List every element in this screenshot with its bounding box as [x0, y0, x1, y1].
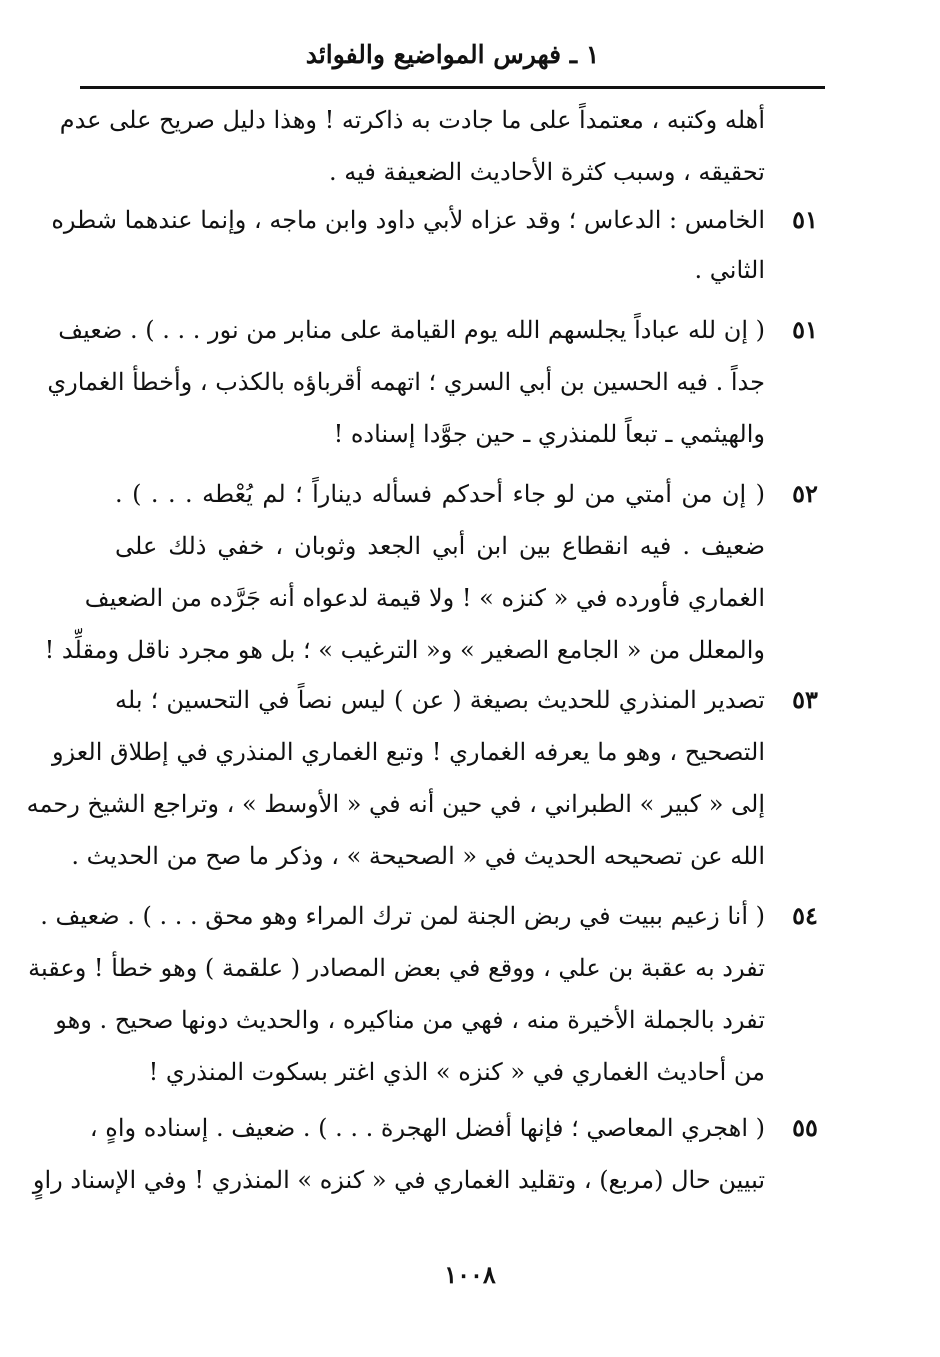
line-text: الله عن تصحيحه الحديث في « الصحيحة » ، وذكر ما صح من الحديث .	[71, 842, 765, 870]
line-text: الثاني .	[694, 256, 765, 284]
text-line	[0, 896, 940, 936]
line-text: جداً . فيه الحسين بن أبي السري ؛ اتهمه أقرباؤه بالكذب ، وأخطأ الغماري	[47, 368, 765, 396]
page-number: ١٠٠٨	[444, 1260, 496, 1289]
entry-number: ٥١	[792, 315, 818, 344]
line-text: تفرد به عقبة بن علي ، ووقع في بعض المصادر ( علقمة ) وهو خطأ ! وعقبة	[28, 954, 765, 982]
text-line	[0, 310, 940, 350]
text-line	[0, 1000, 940, 1040]
text-line	[0, 948, 940, 988]
line-text: الخامس : الدعاس ؛ وقد عزاه لأبي داود وابن ماجه ، وإنما عندهما شطره	[51, 206, 765, 234]
text-line	[0, 362, 940, 402]
entry-number: ٥٢	[792, 479, 818, 508]
line-text: تصدير المنذري للحديث بصيغة ( عن ) ليس نصاً في التحسين ؛ بله	[115, 686, 765, 714]
text-line	[0, 250, 940, 290]
text-line	[0, 474, 940, 514]
line-text: تفرد بالجملة الأخيرة منه ، فهي من مناكيره ، والحديث دونها صحيح . وهو	[55, 1006, 765, 1034]
line-text: والمعلل من « الجامع الصغير » و« الترغيب » ؛ بل هو مجرد ناقل ومقلِّد !	[44, 636, 765, 664]
line-text: إلى « كبير » الطبراني ، في حين أنه في « الأوسط » ، وتراجع الشيخ رحمه	[26, 790, 765, 818]
line-text: ( إن لله عباداً يجلسهم الله يوم القيامة على منابر من نور . . . ) . ضعيف	[58, 316, 765, 344]
text-line	[0, 836, 940, 876]
line-text: ( اهجري المعاصي ؛ فإنها أفضل الهجرة . . . ) . ضعيف . إسناده واهٍ ،	[89, 1114, 765, 1142]
text-line	[0, 1160, 940, 1200]
line-text: والهيثمي ـ تبعاً للمنذري ـ حين جوَّدا إسناده !	[333, 420, 765, 448]
text-line	[0, 526, 940, 566]
page-header-title: ١ ـ فهرس المواضيع والفوائد	[305, 40, 600, 69]
text-line	[0, 578, 940, 618]
text-line	[0, 630, 940, 670]
line-text: التصحيح ، وهو ما يعرفه الغماري ! وتبع الغماري المنذري في إطلاق العزو	[51, 738, 765, 766]
line-text: من أحاديث الغماري في « كنزه » الذي اغتر بسكوت المنذري !	[148, 1058, 765, 1086]
text-line	[0, 732, 940, 772]
text-line	[0, 200, 940, 240]
text-line	[0, 1052, 940, 1092]
line-text: ( أنا زعيم ببيت في ربض الجنة لمن ترك المراء وهو محق . . . ) . ضعيف .	[40, 902, 765, 930]
header-rule	[80, 86, 825, 89]
line-text: ( إن من أمتي من لو جاء أحدكم فسأله ديناراً ؛ لم يُعْطه . . . ) .	[115, 480, 765, 508]
entry-number: ٥١	[792, 205, 818, 234]
line-text: الغماري فأورده في « كنزه » ! ولا قيمة لدعواه أنه جَرَّده من الضعيف	[84, 584, 765, 612]
text-line	[0, 1108, 940, 1148]
text-line	[0, 414, 940, 454]
line-text: تحقيقه ، وسبب كثرة الأحاديث الضعيفة فيه .	[329, 158, 765, 186]
entry-number: ٥٤	[792, 901, 818, 930]
line-text: ضعيف . فيه انقطاع بين ابن أبي الجعد وثوبان ، خفي ذلك على	[115, 532, 765, 560]
entry-number: ٥٥	[792, 1113, 818, 1142]
text-line	[0, 680, 940, 720]
entry-number: ٥٣	[792, 685, 818, 714]
line-text: تبيين حال (مربع) ، وتقليد الغماري في « كنزه » المنذري ! وفي الإسناد راوٍ	[32, 1166, 765, 1194]
text-line	[0, 100, 940, 140]
line-text: أهله وكتبه ، معتمداً على ما جادت به ذاكرته ! وهذا دليل صريح على عدم	[59, 106, 765, 134]
text-line	[0, 152, 940, 192]
text-line	[0, 784, 940, 824]
